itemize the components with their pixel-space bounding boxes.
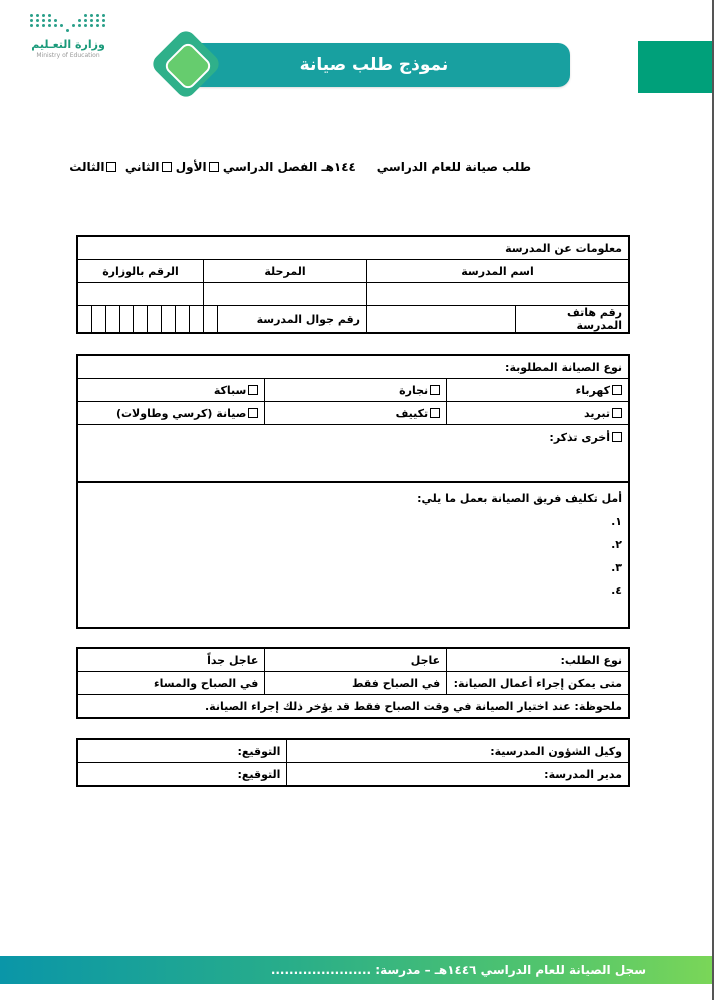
school-name-field[interactable]: [367, 283, 629, 306]
col-stage: المرحلة: [204, 260, 367, 283]
option-furniture: صيانة (كرسي وطاولات): [115, 406, 247, 420]
checkbox-cooling[interactable]: [612, 408, 622, 418]
time-label: متى يمكن إجراء أعمال الصيانة:: [447, 672, 629, 695]
option-very-urgent[interactable]: عاجل جداً: [78, 649, 265, 672]
signatures-table: [77, 739, 629, 786]
request-heading: أمل تكليف فريق الصيانة بعمل ما يلي:: [417, 492, 622, 505]
col-school-name: اسم المدرسة: [367, 260, 629, 283]
checkbox-electricity[interactable]: [612, 385, 622, 395]
checkbox-carpentry[interactable]: [430, 385, 440, 395]
request-item-2: ٢.: [611, 538, 622, 551]
mobile-digit-box[interactable]: [176, 306, 190, 333]
checkbox-plumbing[interactable]: [248, 385, 258, 395]
deputy-signature[interactable]: التوقيع:: [78, 740, 287, 763]
mobile-digit-box[interactable]: [204, 306, 218, 333]
logo-english-text: Ministry of Education: [36, 52, 100, 59]
principal-signature[interactable]: التوقيع:: [78, 763, 287, 786]
note-text: ملحوظة: عند اختيار الصيانة في وقت الصباح فقط قد يؤخر ذلك إجراء الصيانة.: [78, 695, 629, 718]
subtitle-prefix: طلب صيانة للعام الدراسي: [376, 160, 531, 174]
mobile-digit-box[interactable]: [148, 306, 162, 333]
request-item-3: ٣.: [611, 561, 622, 574]
request-item-4: ٤.: [611, 584, 622, 597]
ministry-logo: [18, 10, 118, 70]
option-ac: تكييف: [395, 406, 429, 420]
option-plumbing: سباكة: [213, 383, 247, 397]
mobile-digit-box[interactable]: [120, 306, 134, 333]
semester-option-2: الثاني: [124, 160, 160, 174]
option-electricity: كهرباء: [575, 383, 610, 397]
mobile-digit-box[interactable]: [190, 306, 204, 333]
request-details-cell[interactable]: [78, 482, 629, 628]
maintenance-type-table: [77, 355, 629, 628]
semester-option-1: الأول: [175, 160, 207, 174]
checkbox-other[interactable]: [612, 432, 622, 442]
checkbox-ac[interactable]: [430, 408, 440, 418]
mobile-digit-box[interactable]: [134, 306, 148, 333]
request-item-1: ١.: [611, 515, 622, 528]
option-other: أخرى تذكر:: [549, 431, 610, 444]
footer-bar: [0, 956, 712, 984]
checkbox-semester-1[interactable]: [209, 162, 219, 172]
request-subtitle: [69, 160, 531, 174]
phone-label: رقم هاتف المدرسة: [516, 306, 629, 333]
mobile-digit-box[interactable]: [106, 306, 120, 333]
school-info-heading: معلومات عن المدرسة: [78, 237, 629, 260]
logo-arabic-text: وزارة التعـليم: [31, 38, 105, 51]
page-title: نموذج طلب صيانة: [299, 55, 449, 75]
subtitle-year: ١٤٤هـ: [321, 160, 356, 174]
option-morning-only[interactable]: في الصباح فقط: [265, 672, 447, 695]
deputy-role: وكيل الشؤون المدرسية:: [287, 740, 629, 763]
request-type-table: [77, 648, 629, 718]
mobile-label: رقم جوال المدرسة: [218, 306, 367, 333]
option-morning-evening[interactable]: في الصباح والمساء: [78, 672, 265, 695]
option-carpentry: نجارة: [399, 383, 429, 397]
decorative-green-block: [638, 41, 712, 93]
logo-dots-icon: [18, 14, 118, 32]
footer-text: سجل الصيانة للعام الدراسي ١٤٤٦هـ – مدرسة: ......................: [270, 963, 646, 977]
checkbox-furniture[interactable]: [248, 408, 258, 418]
mobile-digit-box[interactable]: [92, 306, 106, 333]
principal-role: مدير المدرسة:: [287, 763, 629, 786]
checkbox-semester-3[interactable]: [106, 162, 116, 172]
checkbox-semester-2[interactable]: [162, 162, 172, 172]
title-banner: [178, 43, 570, 87]
mobile-digit-box[interactable]: [162, 306, 176, 333]
col-ministry-number: الرقم بالوزارة: [78, 260, 204, 283]
option-urgent[interactable]: عاجل: [265, 649, 447, 672]
maintenance-heading: نوع الصيانة المطلوبة:: [78, 356, 629, 379]
semester-option-3: الثالث: [69, 160, 105, 174]
mobile-digit-box[interactable]: [78, 306, 92, 333]
option-cooling: تبريد: [584, 406, 610, 420]
request-type-label: نوع الطلب:: [447, 649, 629, 672]
ministry-number-field[interactable]: [78, 283, 204, 306]
school-info-table: [77, 236, 629, 333]
phone-field[interactable]: [367, 306, 516, 333]
stage-field[interactable]: [204, 283, 367, 306]
semester-label: الفصل الدراسي: [222, 160, 318, 174]
